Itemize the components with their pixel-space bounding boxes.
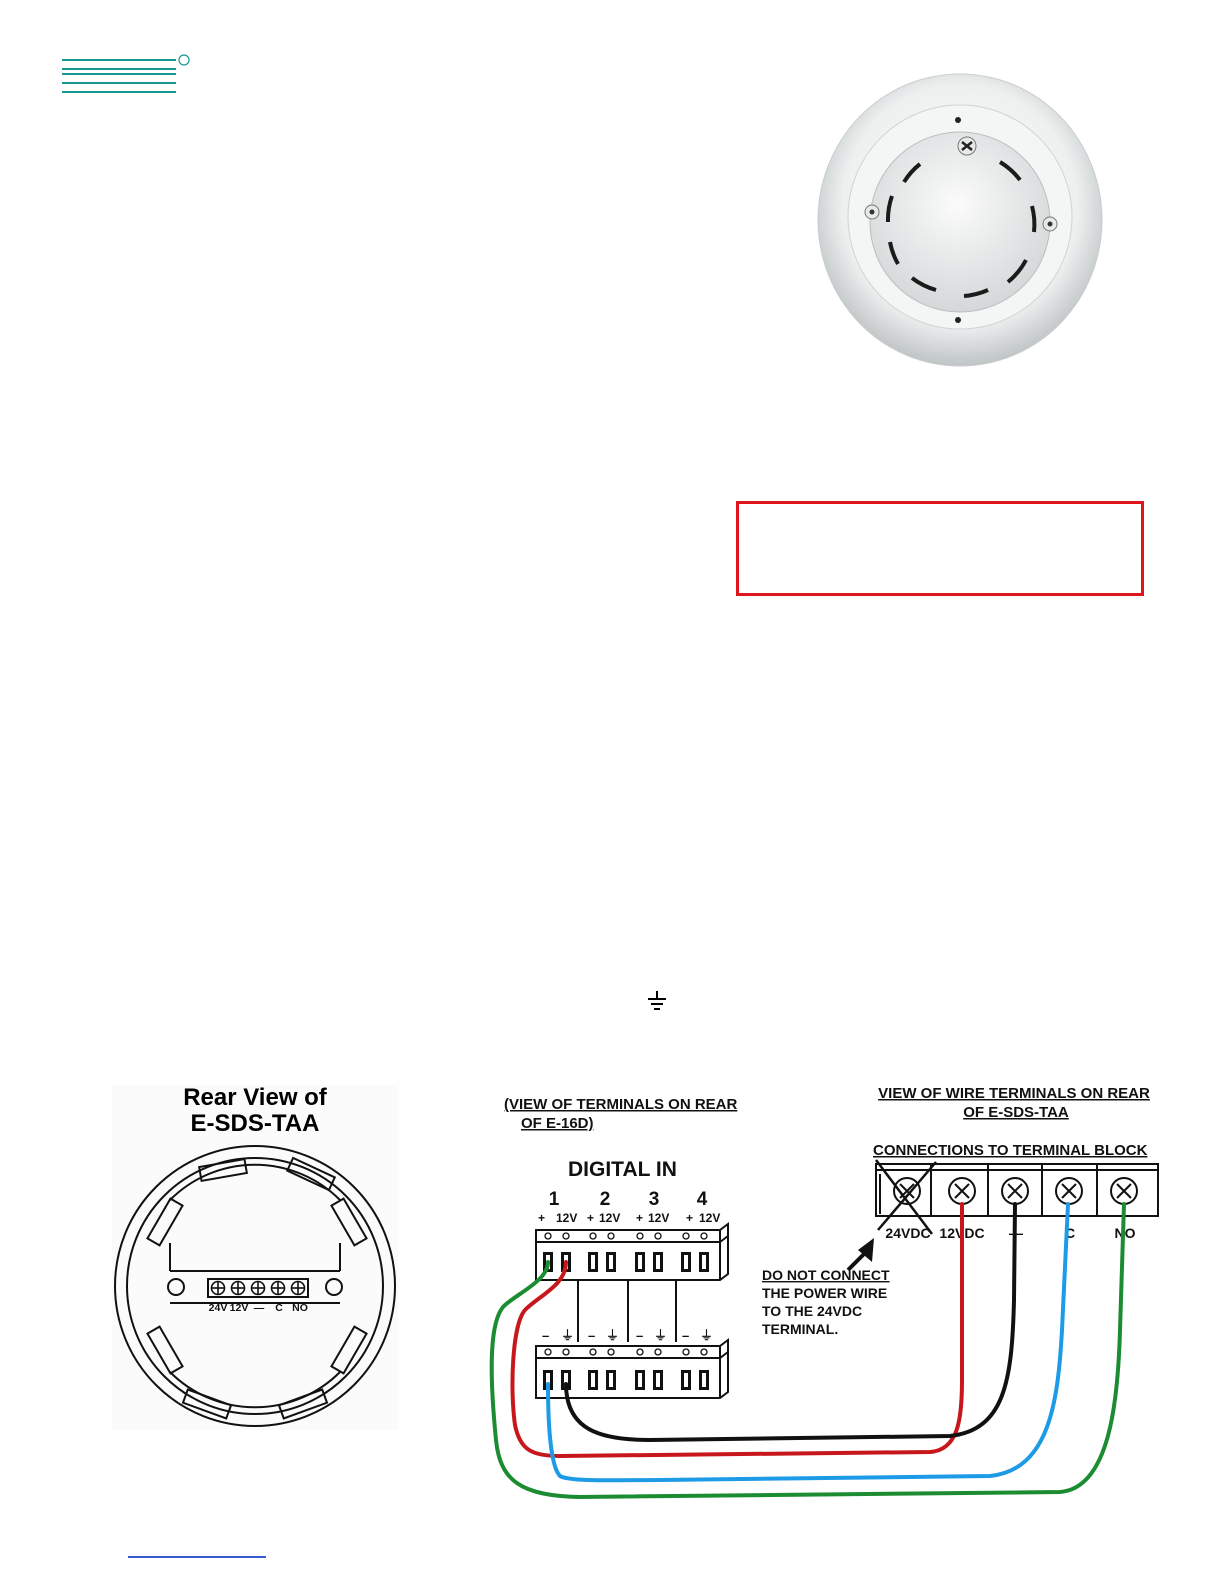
- e16d-header-line1: (VIEW OF TERMINALS ON REAR: [504, 1096, 738, 1113]
- rear-terminal-label-no: NO: [292, 1302, 308, 1314]
- esds-header-line1: VIEW OF WIRE TERMINALS ON REAR: [878, 1085, 1150, 1102]
- channel-2-label: 2: [599, 1189, 611, 1210]
- rear-view-title-line2: E-SDS-TAA: [190, 1110, 320, 1137]
- ch2-ground-label: ⏚: [606, 1328, 620, 1343]
- ch1-minus-label: –: [542, 1328, 550, 1343]
- esds-header-line2: OF E-SDS-TAA: [963, 1104, 1069, 1121]
- channel-1-label: 1: [548, 1189, 560, 1210]
- rear-view-title-line1: Rear View of: [183, 1084, 327, 1111]
- channel-3-label: 3: [648, 1189, 660, 1210]
- company-logo: [60, 52, 200, 98]
- warning-box: [736, 501, 1144, 596]
- warning-arrow-icon: [848, 1238, 874, 1270]
- warning-note-line2: THE POWER WIRE: [762, 1285, 888, 1301]
- terminal-label-minus: —: [1009, 1225, 1023, 1241]
- do-not-connect-x-mark: [876, 1160, 936, 1234]
- ch1-plus-label: +: [538, 1211, 546, 1225]
- ch2-plus-label: +: [587, 1211, 595, 1225]
- warning-note-line1: DO NOT CONNECT: [762, 1267, 890, 1283]
- terminal-label-12vdc: 12VDC: [939, 1225, 985, 1241]
- footer-link-underline[interactable]: [128, 1556, 266, 1558]
- ch4-minus-label: –: [682, 1328, 690, 1343]
- ch4-12v-label: 12V: [699, 1211, 721, 1225]
- warning-note-line3: TO THE 24VDC: [762, 1303, 863, 1319]
- channel-4-label: 4: [696, 1189, 708, 1210]
- ch3-minus-label: –: [636, 1328, 644, 1343]
- warning-note-line4: TERMINAL.: [762, 1321, 839, 1337]
- terminal-label-no: NO: [1114, 1225, 1136, 1241]
- rear-terminal-label-minus: —: [253, 1302, 265, 1314]
- digital-in-title: DIGITAL IN: [568, 1158, 677, 1181]
- ground-symbol-icon: [645, 990, 669, 1012]
- terminal-label-24vdc: 24VDC: [885, 1225, 931, 1241]
- rear-terminal-label-c: C: [275, 1302, 283, 1314]
- wiring-diagram: [488, 1075, 1178, 1515]
- ch4-plus-label: +: [686, 1211, 694, 1225]
- ch1-ground-label: ⏚: [561, 1328, 575, 1343]
- ch1-12v-label: 12V: [556, 1211, 578, 1225]
- ch2-minus-label: –: [588, 1328, 596, 1343]
- e16d-header-line2: OF E-16D): [521, 1115, 594, 1132]
- terminal-block-title: CONNECTIONS TO TERMINAL BLOCK: [873, 1142, 1148, 1159]
- ch4-ground-label: ⏚: [700, 1328, 714, 1343]
- rear-terminal-label-24v: 24V: [208, 1302, 228, 1314]
- ch3-ground-label: ⏚: [654, 1328, 668, 1343]
- smoke-detector-photo: [812, 72, 1112, 372]
- rear-view-panel: [112, 1085, 398, 1430]
- terminal-label-c: C: [1064, 1225, 1076, 1241]
- ch3-12v-label: 12V: [648, 1211, 670, 1225]
- rear-view-drawing: [112, 1143, 398, 1430]
- rear-terminal-label-12v: 12V: [229, 1302, 249, 1314]
- ch2-12v-label: 12V: [599, 1211, 621, 1225]
- ch3-plus-label: +: [636, 1211, 644, 1225]
